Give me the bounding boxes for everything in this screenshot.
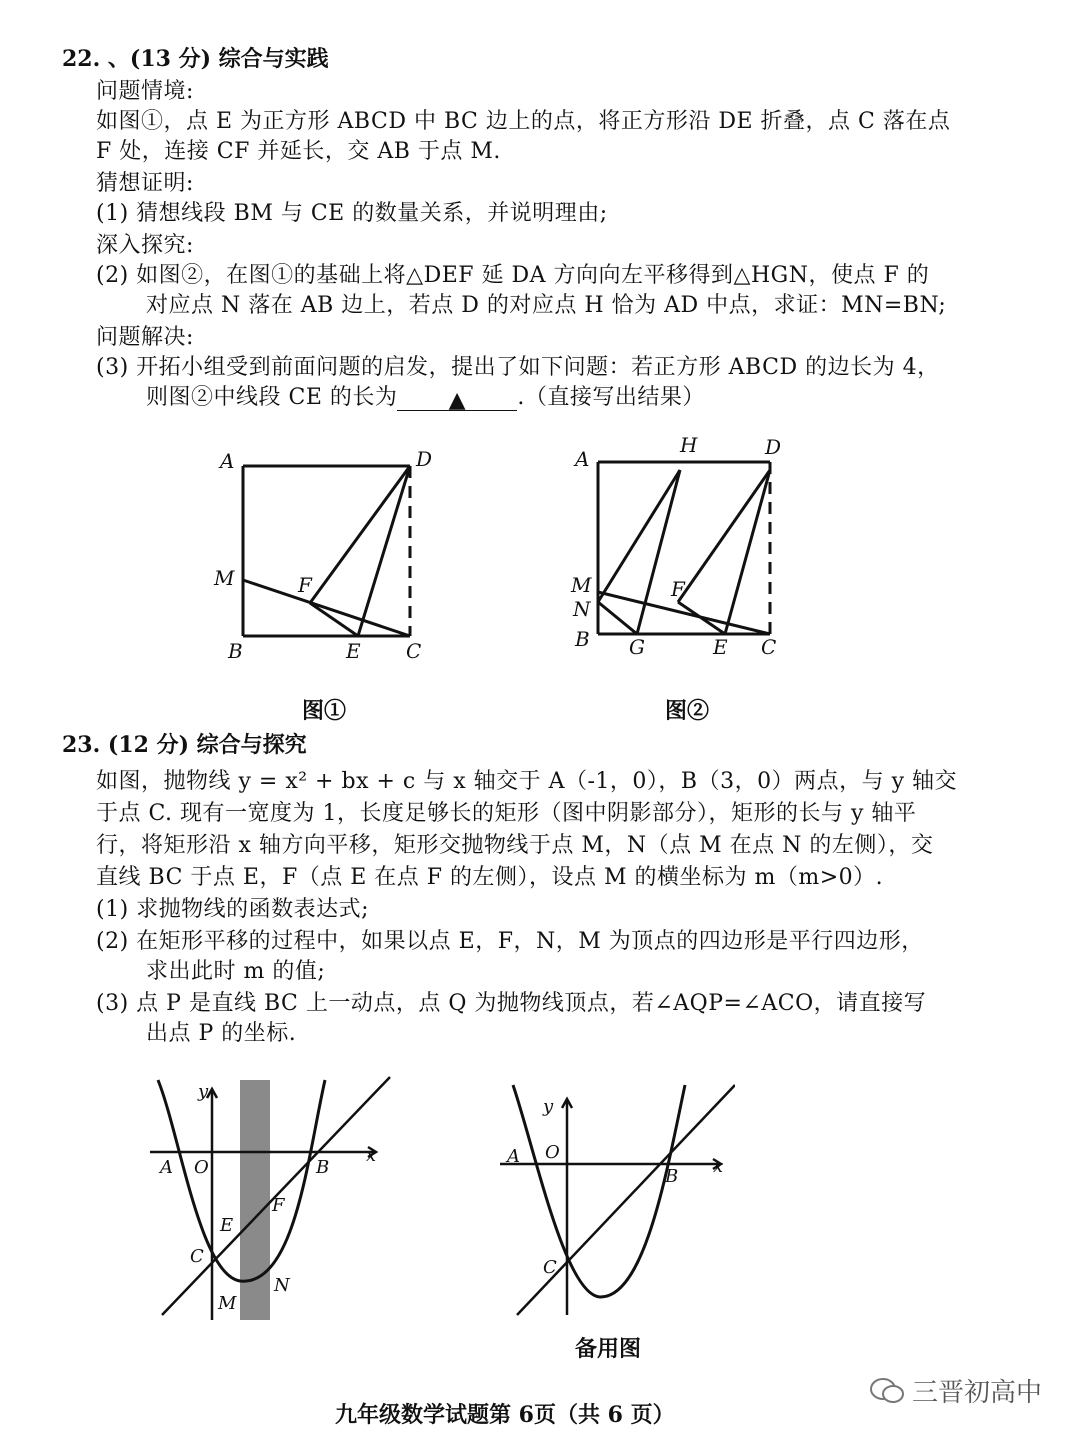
label-C: C — [761, 635, 777, 659]
q22-figure-2-caption: 图② — [665, 698, 710, 724]
q22-q3b-post: .（直接写出结果） — [517, 385, 705, 410]
q22-section-situation: 问题情境: — [96, 79, 194, 104]
q23-paragraph-1: 如图，抛物线 y = x² + bx + c 与 x 轴交于 A（-1，0），B（3，0）两点，与 y 轴交 — [96, 769, 957, 794]
label-N: N — [573, 597, 591, 621]
q22-question-3a: (3) 开拓小组受到前面问题的启发，提出了如下问题：若正方形 ABCD 的边长为 4， — [96, 355, 940, 380]
page-footer: 九年级数学试题第 6页（共 6 页） — [335, 1402, 675, 1428]
q22-question-2b: 对应点 N 落在 AB 边上，若点 D 的对应点 H 恰为 AD 中点，求证：MN=BN; — [146, 293, 947, 318]
label-N: N — [274, 1275, 290, 1296]
label-M: M — [571, 573, 592, 597]
label-B: B — [228, 639, 243, 663]
q23-paragraph-3: 行，将矩形沿 x 轴方向平移，矩形交抛物线于点 M，N（点 M 在点 N 的左侧），交 — [96, 833, 934, 858]
q23-paragraph-2: 于点 C. 现有一宽度为 1，长度足够长的矩形（图中阴影部分），矩形的长与 y 轴平 — [96, 801, 917, 826]
label-A: A — [575, 447, 590, 471]
label-B: B — [575, 627, 590, 651]
label-A: A — [160, 1157, 173, 1178]
q23-question-2a: (2) 在矩形平移的过程中，如果以点 E，F，N，M 为顶点的四边形是平行四边形， — [96, 929, 924, 954]
parabola — [513, 1085, 685, 1297]
q22-figure-2 — [565, 430, 795, 670]
line-FE — [678, 602, 725, 634]
q23-figure-2-caption: 备用图 — [575, 1336, 642, 1362]
label-M: M — [214, 566, 235, 590]
line-DE — [725, 470, 770, 634]
label-D: D — [765, 435, 782, 459]
q23-header: 23. (12 分) 综合与探究 — [62, 732, 307, 758]
q23-figure-1 — [140, 1075, 400, 1325]
wechat-icon — [870, 1377, 904, 1405]
q22-figure-1 — [210, 440, 450, 670]
label-x: x — [366, 1145, 377, 1166]
answer-blank: ▲ — [397, 388, 517, 411]
label-G: G — [629, 635, 645, 659]
label-F: F — [671, 577, 685, 601]
label-E: E — [713, 635, 728, 659]
q22-question-3b — [146, 380, 705, 411]
label-D: D — [416, 447, 433, 471]
watermark-text: 三晋初高中 — [912, 1378, 1043, 1408]
q23-figure-2 — [495, 1080, 735, 1320]
q22-question-1: (1) 猜想线段 BM 与 CE 的数量关系，并说明理由; — [96, 201, 608, 226]
q23-question-3b: 出点 P 的坐标. — [146, 1021, 297, 1046]
shaded-rectangle — [240, 1080, 270, 1320]
label-A: A — [507, 1146, 520, 1167]
label-E: E — [346, 639, 361, 663]
q23-question-1: (1) 求抛物线的函数表达式; — [96, 897, 370, 922]
watermark — [870, 1372, 1042, 1409]
label-B: B — [665, 1166, 679, 1187]
q22-q3b-pre: 则图②中线段 CE 的长为 — [146, 385, 398, 410]
label-E: E — [220, 1215, 234, 1236]
label-C: C — [543, 1257, 557, 1278]
label-A: A — [220, 449, 235, 473]
q22-section-conjecture: 猜想证明: — [96, 171, 194, 196]
q22-section-explore: 深入探究: — [96, 233, 194, 258]
line-FD — [310, 466, 410, 603]
q22-paragraph-2: F 处，连接 CF 并延长，交 AB 于点 M. — [96, 139, 501, 164]
q23-question-3a: (3) 点 P 是直线 BC 上一动点，点 Q 为抛物线顶点，若∠AQP=∠ACO，请直接写 — [96, 991, 927, 1016]
line-DF — [678, 470, 770, 602]
label-y: y — [198, 1081, 209, 1102]
line-ED — [358, 466, 410, 636]
label-F: F — [272, 1195, 285, 1216]
label-C: C — [406, 639, 422, 663]
line-NG — [598, 602, 637, 634]
label-C: C — [190, 1246, 204, 1267]
q23-paragraph-4: 直线 BC 于点 E，F（点 E 在点 F 的左侧），设点 M 的横坐标为 m（m>0）. — [96, 865, 884, 890]
label-O: O — [545, 1142, 560, 1163]
q22-figure-1-caption: 图① — [302, 698, 347, 724]
q22-header: 22. 、(13 分) 综合与实践 — [62, 46, 329, 72]
label-x: x — [713, 1156, 724, 1177]
label-y: y — [543, 1096, 554, 1117]
line-MC — [243, 580, 410, 636]
q22-paragraph-1: 如图①，点 E 为正方形 ABCD 中 BC 边上的点，将正方形沿 DE 折叠，点 C 落在点 — [96, 109, 951, 134]
label-H: H — [680, 433, 698, 457]
label-F: F — [298, 573, 312, 597]
q23-question-2b: 求出此时 m 的值; — [146, 959, 326, 984]
label-B: B — [316, 1157, 330, 1178]
line-FE — [310, 603, 358, 636]
q22-question-2a: (2) 如图②，在图①的基础上将△DEF 延 DA 方向向左平移得到△HGN，使点 F 的 — [96, 263, 930, 288]
line-HN — [598, 470, 680, 602]
label-M: M — [218, 1293, 237, 1314]
q22-section-solve: 问题解决: — [96, 325, 194, 350]
label-O: O — [194, 1157, 209, 1178]
